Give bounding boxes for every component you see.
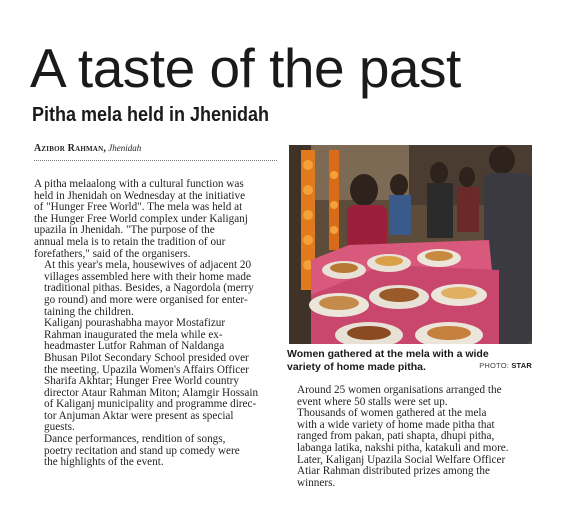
article-paragraph <box>287 408 532 454</box>
subheadline: Pitha mela held in Jhenidah <box>32 104 270 126</box>
text-line: A pitha melaalong with a cultural function was <box>34 178 244 190</box>
article-paragraph <box>287 455 532 490</box>
text-line: traditional pithas. Besides, a Nagordola (merry <box>44 282 254 295</box>
photo-credit-label: PHOTO: <box>479 360 510 370</box>
article-paragraph <box>34 179 284 260</box>
text-line: held in Jhenidah on Wednesday at the initiative <box>34 189 246 202</box>
left-column <box>34 179 284 469</box>
text-line: forefathers," said of the organisers. <box>34 247 191 260</box>
text-line: of "Hunger Free World". The mela was held at <box>34 201 243 214</box>
text-line: upazila in Jhenidah. "The purpose of the <box>34 224 215 237</box>
text-line: guests. <box>44 421 75 434</box>
article-paragraph <box>287 385 532 408</box>
text-line: poetry recitation and stand up comedy were <box>44 444 240 457</box>
text-line: annual mela is to retain the tradition of our <box>34 235 226 248</box>
mela-photo-illustration <box>289 145 532 344</box>
headline: A taste of the past <box>30 37 461 99</box>
text-line: At this year's mela, housewives of adjacent 20 <box>44 259 252 272</box>
text-line: the highlights of the event. <box>44 456 164 469</box>
text-line: labanga latika, nakshi pitha, katakuli and more. <box>297 441 509 454</box>
text-line: Later, Kaliganj Upazila Social Welfare Officer <box>297 453 506 466</box>
text-line: Thousands of women gathered at the mela <box>297 407 487 420</box>
byline-author: Azibor Rahman, <box>34 143 107 154</box>
text-line: Dance performances, rendition of songs, <box>44 433 226 446</box>
text-line: taining the children. <box>44 305 134 318</box>
text-line: villages assembled here with their home made <box>44 270 251 283</box>
text-line: with a wide variety of home made pitha that <box>297 418 495 431</box>
text-line: ranged from pakan, pati shapta, dhupi pitha, <box>297 430 495 443</box>
caption-line: variety of home made pitha. <box>287 360 426 373</box>
text-line: Rahman inaugurated the mela while ex- <box>44 328 223 341</box>
text-line: of Kaliganj municipality and programme direc- <box>44 398 257 411</box>
text-line: Sharifa Akhtar; Hunger Free World country <box>44 375 239 388</box>
byline <box>34 143 141 154</box>
text-line: go round) and more were organised for enter- <box>44 293 248 306</box>
photo-credit-source: STAR <box>511 360 532 370</box>
text-line: the Hunger Free World complex under Kaliganj <box>34 212 248 225</box>
text-line: Atiar Rahman distributed prizes among the <box>297 465 490 478</box>
text-line: winners. <box>297 476 336 489</box>
photo-caption <box>287 348 532 373</box>
byline-location: Jhenidah <box>108 143 142 153</box>
article-paragraph <box>34 318 284 434</box>
text-line: tor Anjuman Aktar were present as special <box>44 409 234 422</box>
caption-line: Women gathered at the mela with a wide <box>287 348 489 360</box>
right-column <box>287 385 532 489</box>
photo-credit <box>479 360 532 373</box>
text-line: headmaster Lutfor Rahman of Naldanga <box>44 340 225 353</box>
text-line: the meeting. Upazila Women's Affairs Officer <box>44 363 249 376</box>
article-paragraph <box>34 260 284 318</box>
article-paragraph <box>34 434 284 469</box>
news-photo <box>289 145 532 344</box>
text-line: Bhusan Pilot Secondary School presided over <box>44 351 249 364</box>
text-line: event where 50 stalls were set up. <box>297 395 448 408</box>
text-line: Around 25 women organisations arranged the <box>297 384 502 396</box>
byline-divider <box>34 160 277 161</box>
text-line: Kaliganj pourashabha mayor Mostafizur <box>44 317 226 330</box>
text-line: director Ataur Rahman Miton; Alamgir Hossain <box>44 386 259 399</box>
